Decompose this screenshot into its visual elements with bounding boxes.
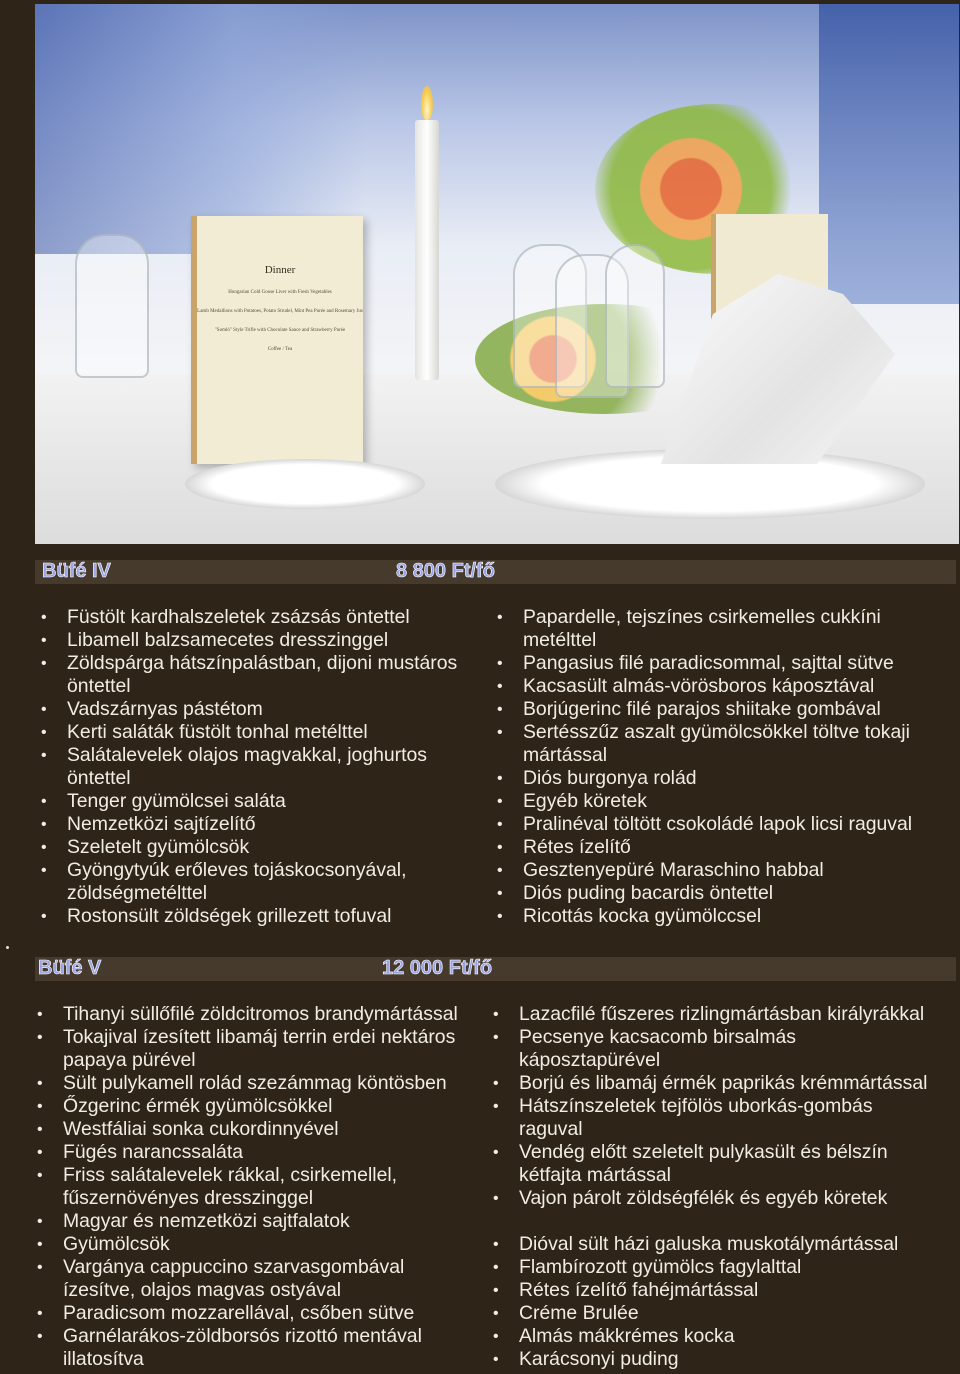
menu-item: [494, 813, 912, 836]
menu-item-text: öntettel: [67, 675, 131, 697]
menu-item: [494, 836, 912, 859]
menu-item-text: • Fügés narancssaláta: [63, 1141, 244, 1163]
menu-item: [38, 629, 457, 652]
menu-item-text: • Créme Brulée: [519, 1302, 639, 1324]
wine-glass: [75, 234, 149, 378]
menu-item-text: • Diós burgonya rolád: [523, 767, 697, 789]
menu-item-text: illatosítva: [63, 1348, 144, 1370]
menu-item: [494, 606, 912, 652]
menu-item: [490, 1325, 927, 1348]
menu-item: [494, 790, 912, 813]
menu-item: [38, 905, 457, 928]
menu-item: [490, 1256, 927, 1279]
menu-item-text: • Rétes ízelítő fahéjmártással: [519, 1279, 759, 1301]
menu-item: [38, 606, 457, 629]
menu-item: [38, 836, 457, 859]
menu-item-text: metélttel: [523, 629, 597, 651]
menu-item-text: • Vadszárnyas pástétom: [67, 698, 263, 720]
menu-item-text: • Borjúgerinc filé parajos shiitake gombával: [523, 698, 881, 720]
menu-item-text: • Papardelle, tejszínes csirkemelles cukkíni: [523, 606, 881, 628]
menu-item: [490, 1233, 927, 1256]
menu-item-text: • Zöldspárga hátszínpalástban, dijoni mustáros: [67, 652, 458, 674]
menu-item: [494, 721, 912, 767]
menu-item-text: zöldségmetélttel: [67, 882, 208, 904]
menu-item-text: • Flambírozott gyümölcs fagylalttal: [519, 1256, 802, 1278]
menu-item-text: • Kerti saláták füstölt tonhal metélttel: [67, 721, 368, 743]
menu-item-text: • Tenger gyümölcsei saláta: [67, 790, 286, 812]
menu-item-text: • Salátalevelek olajos magvakkal, joghurtos: [67, 744, 428, 766]
menu-list-left: [34, 1003, 458, 1371]
section-price: 8 800 Ft/fő: [396, 560, 495, 582]
banquet-table-photo: [35, 4, 959, 544]
section-header-bar: [35, 957, 956, 981]
menu-card-line: Lamb Medallions with Potatoes, Potato Strudel, Mint Pea Purée and Rosemary Jus: [197, 309, 363, 314]
menu-item: [34, 1164, 458, 1210]
menu-item-text: • Szeletelt gyümölcsök: [67, 836, 250, 858]
menu-card-title: Dinner: [264, 264, 296, 276]
menu-list-right: [494, 606, 912, 928]
menu-item: [38, 652, 457, 698]
menu-item: [494, 698, 912, 721]
menu-item-text: • Friss salátalevelek rákkal, csirkemellel,: [63, 1164, 398, 1186]
menu-item: [38, 813, 457, 836]
menu-item-text: • Almás mákkrémes kocka: [519, 1325, 735, 1347]
menu-item-text: • Pangasius filé paradicsommal, sajttal sütve: [523, 652, 894, 674]
window-light-right: [819, 4, 959, 304]
menu-item-text: • Borjú és libamáj érmék paprikás krémmártással: [519, 1072, 928, 1094]
menu-item-text: • Rétes ízelítő: [523, 836, 631, 858]
menu-item-text: mártással: [523, 744, 608, 766]
menu-item-text: fűszernövényes dresszinggel: [63, 1187, 314, 1209]
menu-item: [490, 1187, 927, 1210]
menu-item-text: • Sertésszűz aszalt gyümölcsökkel töltve tokaji: [523, 721, 910, 743]
menu-item-text: • Nemzetközi sajtízelítő: [67, 813, 256, 835]
menu-item: [494, 652, 912, 675]
menu-item-text: • Gyümölcsök: [63, 1233, 170, 1255]
wine-glass: [605, 244, 665, 388]
menu-item: [494, 675, 912, 698]
menu-item: [490, 1348, 927, 1371]
menu-card-line: "Somló" Style Trifle with Chocolate Sauce and Strawberry Purée: [214, 328, 346, 333]
menu-card-line: Coffee / Tea: [267, 347, 293, 352]
menu-item-text: • Vargánya cappuccino szarvasgombával: [63, 1256, 405, 1278]
menu-item: [34, 1325, 458, 1371]
stray-dot: [6, 946, 9, 949]
candle: [415, 120, 439, 380]
menu-item-text: káposztapürével: [519, 1049, 661, 1071]
menu-item-text: • Tihanyi süllőfilé zöldcitromos brandymártással: [63, 1003, 458, 1025]
menu-item-text: • Libamell balzsamecetes dresszinggel: [67, 629, 389, 651]
section-header-bar: [35, 560, 956, 584]
menu-list-right: [490, 1003, 927, 1371]
menu-item-text: • Pralinéval töltött csokoládé lapok licsi raguval: [523, 813, 913, 835]
menu-item-text: ízesítve, olajos magvas ostyával: [63, 1279, 342, 1301]
menu-item-text: • Kacsasült almás-vörösboros káposztával: [523, 675, 875, 697]
menu-item-text: • Vendég előtt szeletelt pulykasült és bélszín: [519, 1141, 888, 1163]
menu-item-text: • Vajon párolt zöldségfélék és egyéb köretek: [519, 1187, 888, 1209]
menu-list-left: [38, 606, 457, 928]
menu-item-text: • Hátszínszeletek tejfölös uborkás-gombás: [519, 1095, 873, 1117]
menu-item-text: • Westfáliai sonka cukordinnyével: [63, 1118, 339, 1140]
menu-item-text: • Lazacfilé fűszeres rizlingmártásban királyrákkal: [519, 1003, 925, 1025]
menu-item: [490, 1095, 927, 1141]
menu-item-text: kétfajta mártással: [519, 1164, 671, 1186]
menu-item-text: • Diós puding bacardis öntettel: [523, 882, 774, 904]
menu-item: [34, 1256, 458, 1302]
menu-item: [490, 1141, 927, 1187]
menu-item: [34, 1072, 458, 1095]
candle-flame: [421, 86, 433, 120]
menu-item-text: • Gesztenyepüré Maraschino habbal: [523, 859, 824, 881]
menu-item: [34, 1141, 458, 1164]
menu-item: [494, 882, 912, 905]
menu-item: [34, 1003, 458, 1026]
menu-item-text: • Karácsonyi puding: [519, 1348, 679, 1370]
menu-item: [34, 1095, 458, 1118]
menu-item: [490, 1279, 927, 1302]
menu-item-text: • Pecsenye kacsacomb birsalmás: [519, 1026, 796, 1048]
menu-item-text: • Dióval sült házi galuska muskotálymártással: [519, 1233, 899, 1255]
menu-item: [38, 744, 457, 790]
menu-item: [490, 1072, 927, 1095]
section-title: Büfé V: [38, 957, 102, 979]
section-price: 12 000 Ft/fő: [382, 957, 493, 979]
menu-item: [38, 698, 457, 721]
menu-item-text: • Rostonsült zöldségek grillezett tofuval: [67, 905, 392, 927]
menu-item-text: öntettel: [67, 767, 131, 789]
menu-card-line: Hungarian Cold Goose Liver with Fresh Vegetables: [228, 290, 332, 295]
section-title: Büfé IV: [42, 560, 111, 582]
menu-item: [490, 1003, 927, 1026]
menu-item: [38, 859, 457, 905]
menu-item-text: • Paradicsom mozzarellával, csőben sütve: [63, 1302, 415, 1324]
menu-item-text: • Egyéb köretek: [523, 790, 647, 812]
menu-item-text: • Tokajival ízesített libamáj terrin erdei nektáros: [63, 1026, 456, 1048]
menu-item: [34, 1118, 458, 1141]
menu-card: [191, 216, 363, 464]
menu-item-text: raguval: [519, 1118, 583, 1140]
menu-item: [38, 790, 457, 813]
menu-item: [34, 1302, 458, 1325]
menu-item-text: • Sült pulykamell rolád szezámmag köntösben: [63, 1072, 447, 1094]
menu-item: [494, 859, 912, 882]
menu-item-text: • Garnélarákos-zöldborsós rizottó mentával: [63, 1325, 422, 1347]
menu-item-text: • Magyar és nemzetközi sajtfalatok: [63, 1210, 350, 1232]
menu-item: [490, 1302, 927, 1325]
menu-item-text: • Gyöngytyúk erőleves tojáskocsonyával,: [67, 859, 407, 881]
menu-item: [494, 767, 912, 790]
menu-item: [34, 1233, 458, 1256]
menu-item: [34, 1210, 458, 1233]
menu-item: [494, 905, 912, 928]
menu-item-text: • Őzgerinc érmék gyümölcsökkel: [63, 1095, 333, 1117]
menu-item: [490, 1026, 927, 1072]
menu-item-text: • Füstölt kardhalszeletek zsázsás öntettel: [67, 606, 410, 628]
menu-item: [34, 1026, 458, 1072]
dinner-plate: [185, 459, 425, 509]
menu-item-text: papaya pürével: [63, 1049, 196, 1071]
menu-item-text: • Ricottás kocka gyümölccsel: [523, 905, 762, 927]
menu-item: [38, 721, 457, 744]
